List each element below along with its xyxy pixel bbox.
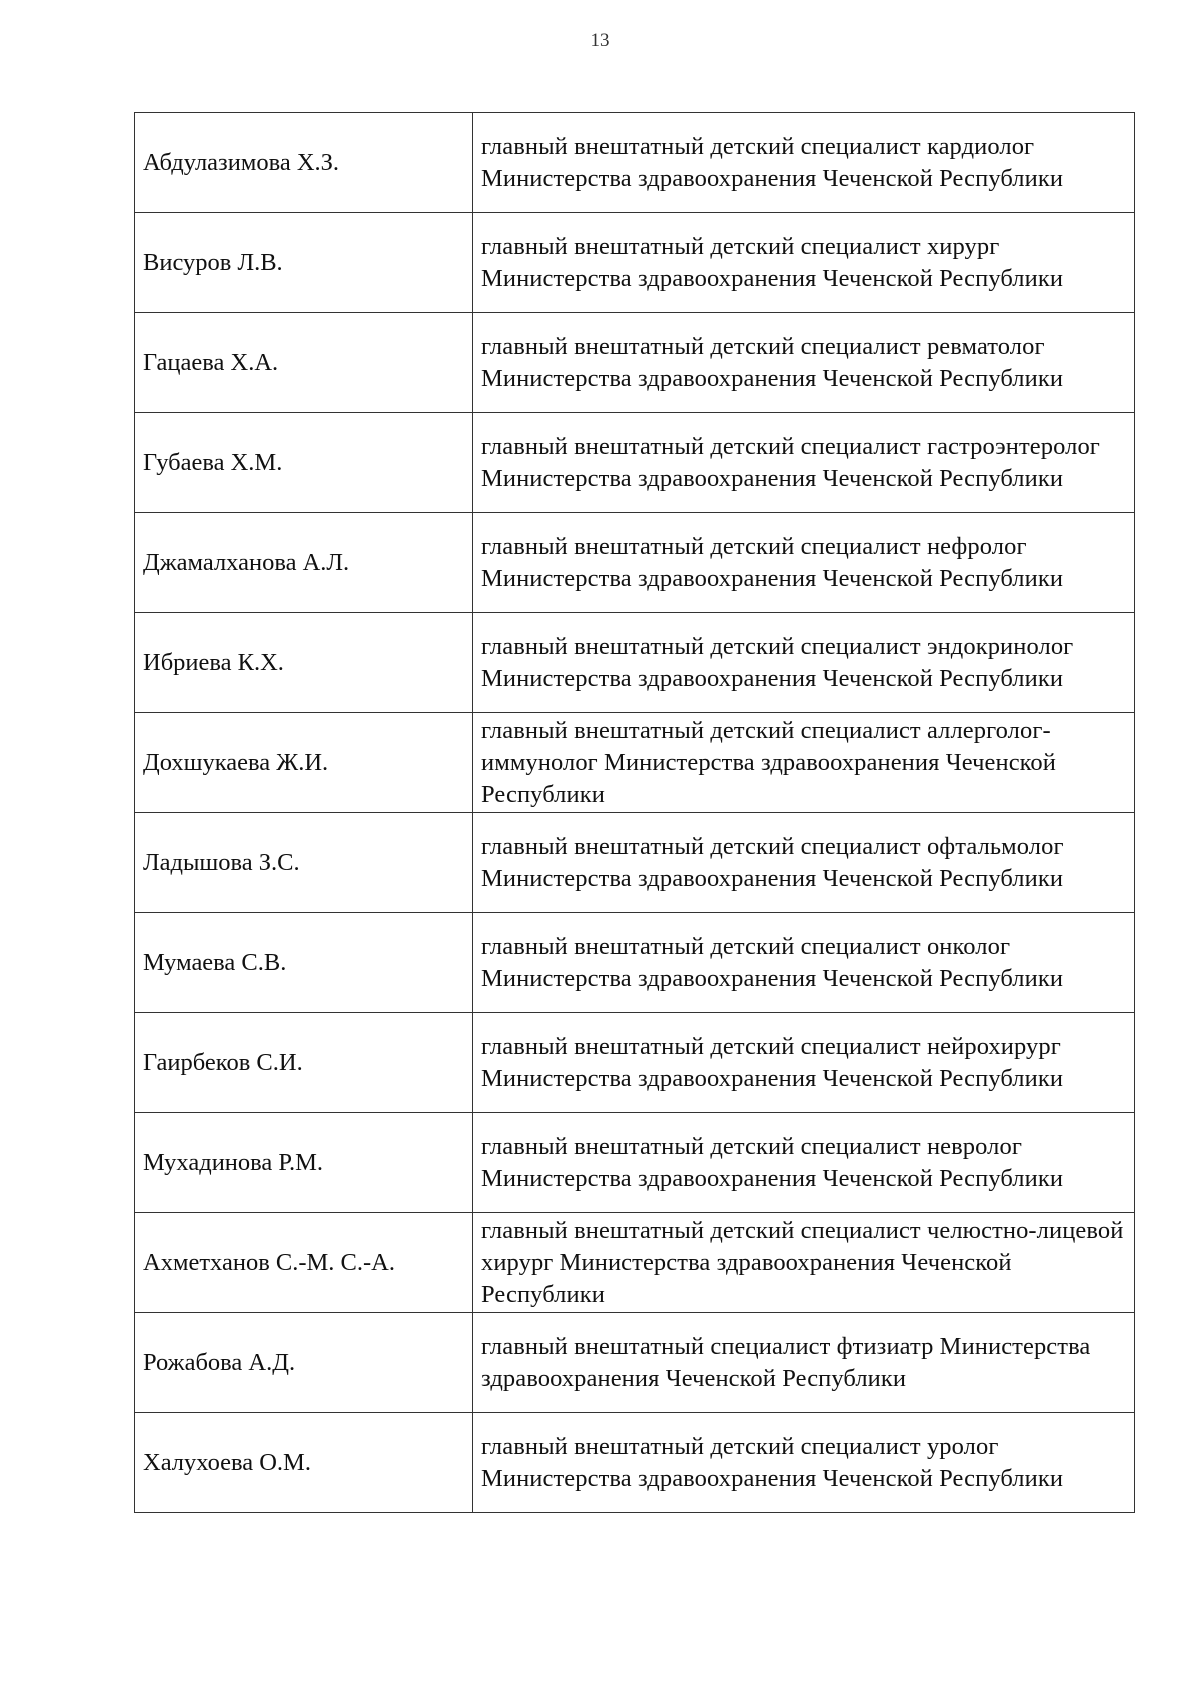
- specialist-name: Ахметханов С.-М. С.-А.: [135, 1213, 473, 1313]
- page-number: 13: [590, 30, 610, 51]
- table-row: [135, 513, 1135, 613]
- table-row: [135, 1113, 1135, 1213]
- specialist-role: главный внештатный детский специалист нейрохирург Министерства здравоохранения Чеченской Республики: [473, 1013, 1135, 1113]
- specialist-name: Абдулазимова Х.З.: [135, 113, 473, 213]
- specialist-role: главный внештатный специалист фтизиатр Министерства здравоохранения Чеченской Республики: [473, 1313, 1135, 1413]
- specialist-name: Висуров Л.В.: [135, 213, 473, 313]
- specialist-name: Гаирбеков С.И.: [135, 1013, 473, 1113]
- specialist-name: Халухоева О.М.: [135, 1413, 473, 1513]
- table-row: [135, 613, 1135, 713]
- table-row: [135, 813, 1135, 913]
- specialist-role: главный внештатный детский специалист невролог Министерства здравоохранения Чеченской Республики: [473, 1113, 1135, 1213]
- specialist-role: главный внештатный детский специалист аллерголог-иммунолог Министерства здравоохранения Чеченской Республики: [473, 713, 1135, 813]
- specialist-name: Губаева Х.М.: [135, 413, 473, 513]
- specialist-role: главный внештатный детский специалист челюстно-лицевой хирург Министерства здравоохранения Чеченской Республики: [473, 1213, 1135, 1313]
- specialist-role: главный внештатный детский специалист онколог Министерства здравоохранения Чеченской Республики: [473, 913, 1135, 1013]
- table-row: [135, 913, 1135, 1013]
- specialist-role: главный внештатный детский специалист хирург Министерства здравоохранения Чеченской Республики: [473, 213, 1135, 313]
- specialist-name: Ибриева К.Х.: [135, 613, 473, 713]
- table-row: [135, 213, 1135, 313]
- table-row: [135, 1313, 1135, 1413]
- specialist-role: главный внештатный детский специалист гастроэнтеролог Министерства здравоохранения Чеченской Республики: [473, 413, 1135, 513]
- specialist-role: главный внештатный детский специалист кардиолог Министерства здравоохранения Чеченской Республики: [473, 113, 1135, 213]
- table-row: [135, 313, 1135, 413]
- table-row: [135, 1213, 1135, 1313]
- specialist-name: Джамалханова А.Л.: [135, 513, 473, 613]
- specialist-name: Ладышова З.С.: [135, 813, 473, 913]
- specialist-role: главный внештатный детский специалист уролог Министерства здравоохранения Чеченской Республики: [473, 1413, 1135, 1513]
- specialist-role: главный внештатный детский специалист нефролог Министерства здравоохранения Чеченской Республики: [473, 513, 1135, 613]
- specialist-name: Дохшукаева Ж.И.: [135, 713, 473, 813]
- specialist-name: Мумаева С.В.: [135, 913, 473, 1013]
- specialist-name: Рожабова А.Д.: [135, 1313, 473, 1413]
- table-row: [135, 713, 1135, 813]
- specialist-role: главный внештатный детский специалист офтальмолог Министерства здравоохранения Чеченской Республики: [473, 813, 1135, 913]
- specialist-name: Мухадинова Р.М.: [135, 1113, 473, 1213]
- specialist-role: главный внештатный детский специалист эндокринолог Министерства здравоохранения Чеченской Республики: [473, 613, 1135, 713]
- table-row: [135, 1413, 1135, 1513]
- specialists-table: [134, 112, 1135, 1513]
- specialist-role: главный внештатный детский специалист ревматолог Министерства здравоохранения Чеченской Республики: [473, 313, 1135, 413]
- specialist-name: Гацаева Х.А.: [135, 313, 473, 413]
- table-row: [135, 1013, 1135, 1113]
- table-row: [135, 113, 1135, 213]
- table-row: [135, 413, 1135, 513]
